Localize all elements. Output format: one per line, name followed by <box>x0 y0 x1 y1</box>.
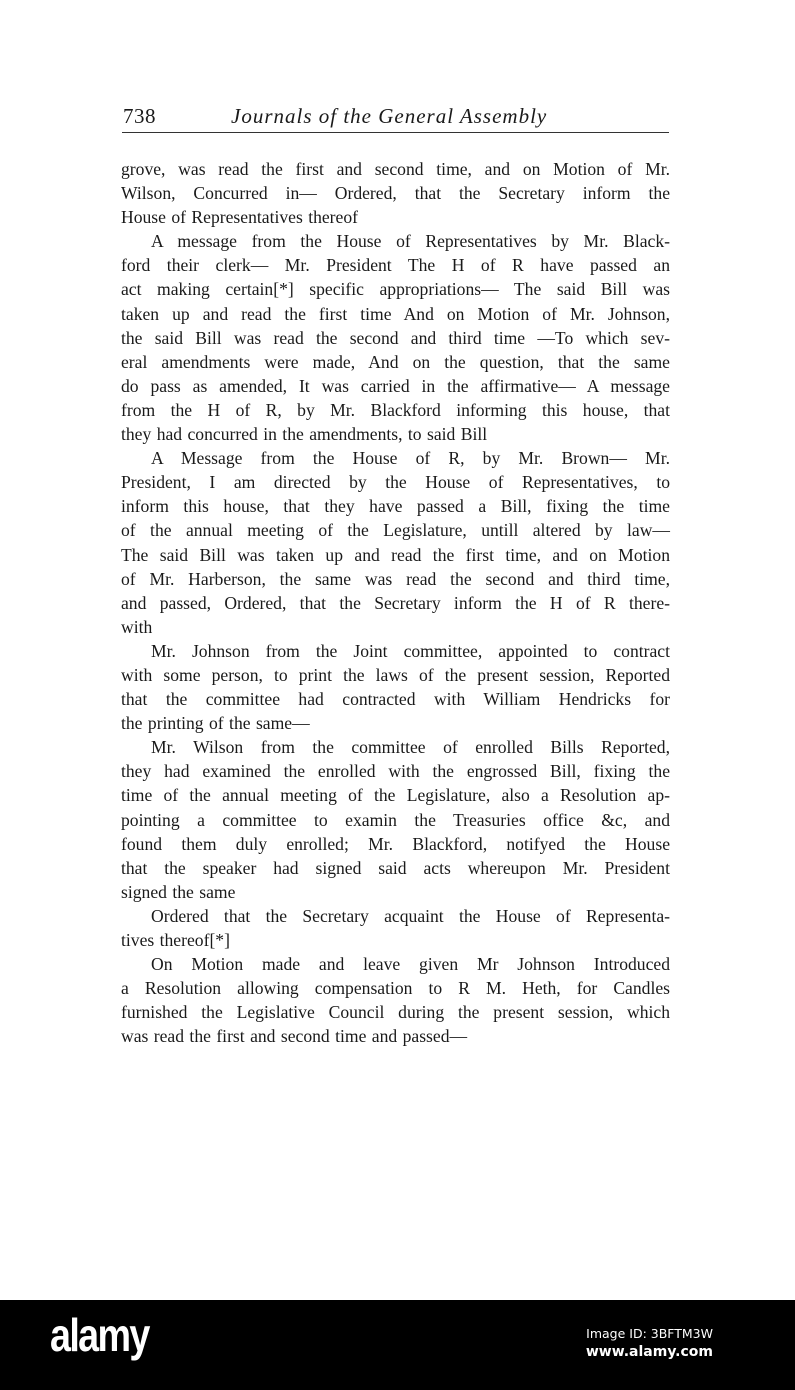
text-line: On Motion made and leave given Mr Johnson Introduced <box>151 954 670 975</box>
text-line: tives thereof[*] <box>121 930 230 950</box>
text-line: A Message from the House of R, by Mr. Brown— Mr. <box>151 448 670 469</box>
text-line: that the committee had contracted with William Hendricks for <box>121 689 670 710</box>
text-line: Wilson, Concurred in— Ordered, that the Secretary inform the <box>121 183 670 204</box>
text-line: time of the annual meeting of the Legislature, also a Resolution ap- <box>121 785 670 806</box>
text-line: of Mr. Harberson, the same was read the second and third time, <box>121 568 670 589</box>
site-url: www.alamy.com <box>585 1344 713 1360</box>
text-line: do pass as amended, It was carried in the affirmative— A message <box>121 375 670 396</box>
text-line: inform this house, that they have passed a Bill, fixing the time <box>121 496 670 517</box>
text-line: Mr. Wilson from the committee of enrolled Bills Reported, <box>151 737 670 758</box>
paragraph <box>121 904 670 952</box>
running-title: Journals of the General Assembly <box>231 104 548 128</box>
text-line: act making certain[*] specific appropriations— The said Bill was <box>121 279 670 300</box>
paragraph <box>121 229 670 446</box>
text-line: the printing of the same— <box>121 713 310 734</box>
paragraph <box>121 639 670 735</box>
text-line: eral amendments were made, And on the question, that the same <box>121 351 670 372</box>
running-header <box>123 104 669 132</box>
text-line: signed the same <box>121 881 236 902</box>
text-line: they had concurred in the amendments, to said Bill <box>121 424 488 445</box>
text-line: from the H of R, by Mr. Blackford informing this house, that <box>121 399 670 420</box>
text-line: was read the first and second time and passed— <box>121 1026 468 1047</box>
watermark-bar <box>0 1300 795 1390</box>
paragraph <box>121 446 670 639</box>
alamy-logo: alamy <box>50 1309 149 1361</box>
image-id: Image ID: 3BFTM3W <box>586 1326 713 1341</box>
text-line: taken up and read the first time And on Motion of Mr. Johnson, <box>121 303 670 324</box>
text-line: that the speaker had signed said acts whereupon Mr. President <box>121 857 670 878</box>
paragraph <box>121 952 670 1048</box>
text-line: found them duly enrolled; Mr. Blackford, notifyed the House <box>121 833 670 854</box>
text-line: President, I am directed by the House of Representatives, to <box>121 472 670 493</box>
text-line: a Resolution allowing compensation to R M. Heth, for Candles <box>121 978 670 999</box>
text-line: Ordered that the Secretary acquaint the House of Representa- <box>151 905 670 926</box>
text-line: they had examined the enrolled with the engrossed Bill, fixing the <box>121 761 670 782</box>
text-line: of the annual meeting of the Legislature, untill altered by law— <box>121 520 670 541</box>
header-rule <box>122 132 669 133</box>
text-line: Mr. Johnson from the Joint committee, appointed to contract <box>151 640 670 661</box>
text-line: grove, was read the first and second time, and on Motion of Mr. <box>121 159 670 179</box>
page-body <box>121 157 670 1048</box>
text-line: with some person, to print the laws of the present session, Reported <box>121 664 670 685</box>
text-line: with <box>121 616 153 637</box>
text-line: furnished the Legislative Council during the present session, which <box>121 1002 670 1023</box>
paragraph <box>121 735 670 904</box>
text-line: the said Bill was read the second and third time —To which sev- <box>121 327 670 348</box>
text-line: House of Representatives thereof <box>121 207 359 228</box>
text-line: A message from the House of Representatives by Mr. Black- <box>151 231 670 252</box>
page-number: 738 <box>123 104 156 128</box>
text-line: ford their clerk— Mr. President The H of R have passed an <box>121 255 670 276</box>
text-line: The said Bill was taken up and read the first time, and on Motion <box>121 544 670 565</box>
text-line: and passed, Ordered, that the Secretary inform the H of R there- <box>121 592 670 613</box>
paragraph <box>121 157 670 229</box>
text-line: pointing a committee to examin the Treasuries office &c, and <box>121 809 670 830</box>
